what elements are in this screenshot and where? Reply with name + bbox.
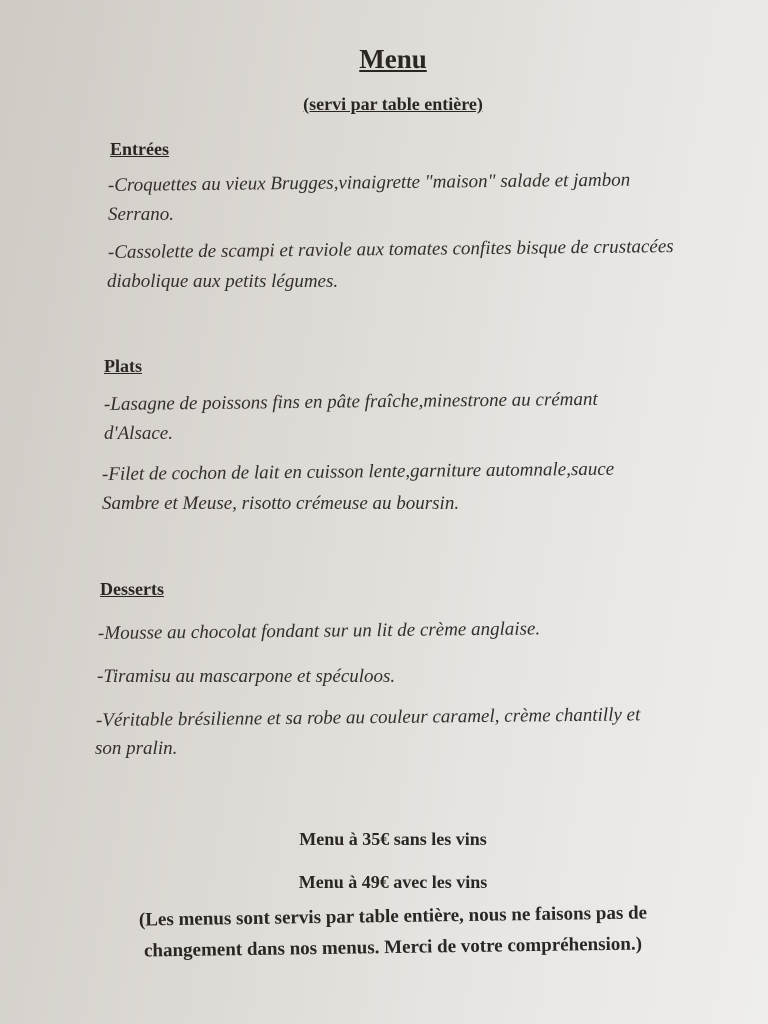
dish-line: Sambre et Meuse, risotto crémeuse au boursin. — [102, 493, 460, 514]
dish-line: -Mousse au chocolat fondant sur un lit de crème anglaise. — [97, 618, 541, 644]
note-line: (Les menus sont servis par table entière, nous ne faisons pas de — [138, 902, 648, 931]
section-heading-entrees: Entrées — [110, 139, 169, 159]
dish-line: -Véritable brésilienne et sa robe au couleur caramel, crème chantilly et — [95, 704, 641, 731]
price-without-wine: Menu à 35€ sans les vins — [299, 829, 487, 849]
dish-line: diabolique aux petits légumes. — [107, 271, 339, 292]
dish-line: -Tiramisu au mascarpone et spéculoos. — [97, 666, 396, 687]
dish-line: Serrano. — [108, 204, 174, 225]
dish-line: -Cassolette de scampi et raviole aux tomates confites bisque de crustacées — [107, 236, 674, 263]
dish-line: d'Alsace. — [104, 423, 173, 444]
menu-title: Menu — [359, 44, 427, 74]
dish-line: -Filet de cochon de lait en cuisson lente,garniture automnale,sauce — [101, 458, 615, 485]
note-line: changement dans nos menus. Merci de votre compréhension.) — [143, 933, 643, 962]
section-heading-plats: Plats — [104, 356, 142, 376]
dish-line: -Croquettes au vieux Brugges,vinaigrette "maison" salade et jambon — [107, 169, 631, 196]
dish-line: son pralin. — [95, 738, 178, 759]
menu-subtitle: (servi par table entière) — [303, 94, 483, 114]
dish-line: -Lasagne de poissons fins en pâte fraîche,minestrone au crémant — [103, 388, 598, 415]
section-heading-desserts: Desserts — [100, 579, 164, 599]
price-with-wine: Menu à 49€ avec les vins — [298, 872, 488, 892]
